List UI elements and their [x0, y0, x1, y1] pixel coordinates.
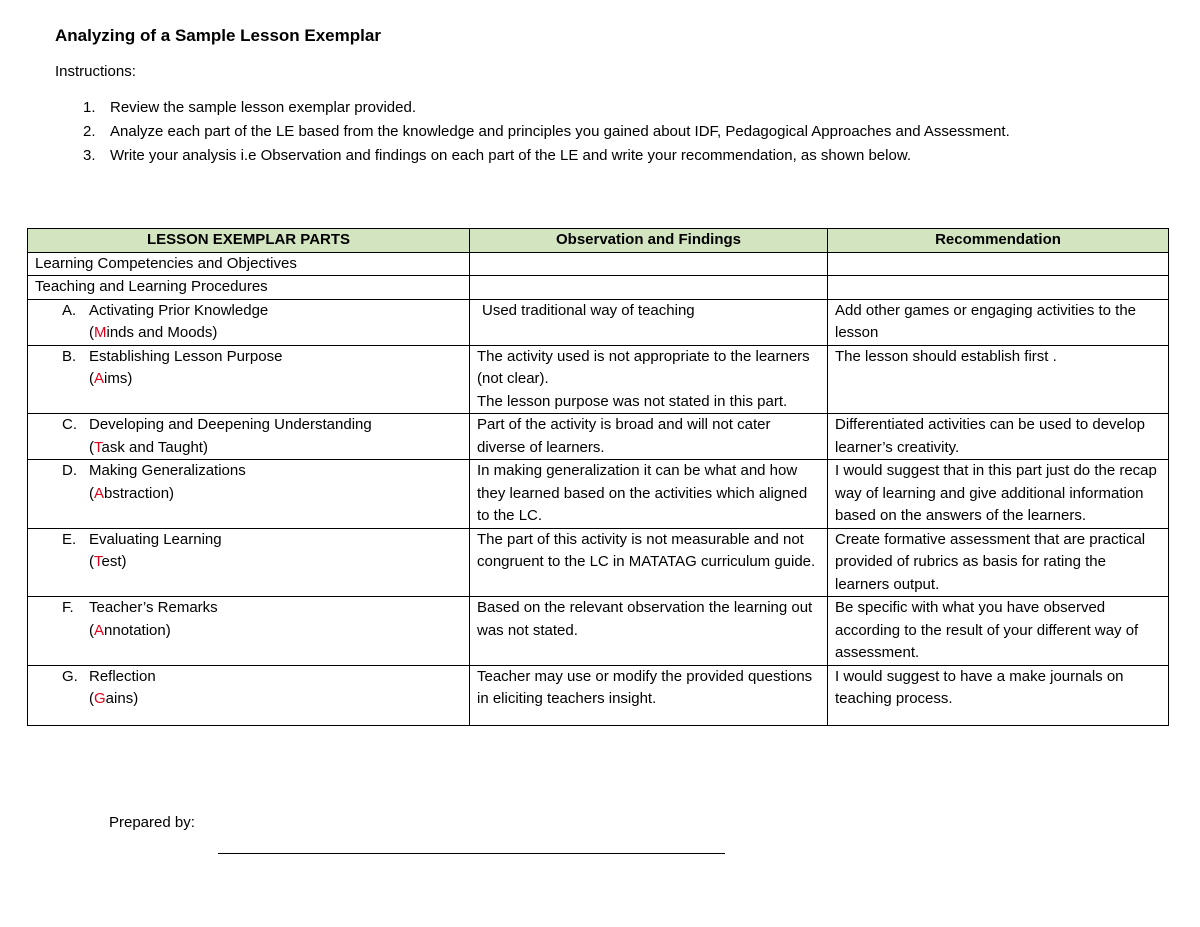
- observation-cell: Part of the activity is broad and will not cater diverse of learners.: [470, 414, 828, 460]
- observation-cell: The activity used is not appropriate to the learners (not clear). The lesson purpose was not stated in this part.: [470, 345, 828, 414]
- part-name: Teacher’s Remarks: [89, 599, 218, 616]
- instruction-step: 1. Review the sample lesson exemplar provided.: [83, 99, 416, 116]
- table-row: F. Teacher’s Remarks (Annotation) Based on the relevant observation the learning out was not stated. Be specific with what you have observed according to the result of your different way of assessment.: [28, 597, 1169, 666]
- signature-line: [218, 852, 725, 854]
- observation-cell: The part of this activity is not measurable and not congruent to the LC in MATATAG curriculum guide.: [470, 528, 828, 597]
- recommendation-cell: Add other games or engaging activities to the lesson: [828, 299, 1169, 345]
- part-name: Making Generalizations: [89, 462, 246, 479]
- header-parts: LESSON EXEMPLAR PARTS: [28, 229, 470, 253]
- table-row: [28, 276, 1169, 300]
- table-row: C. Developing and Deepening Understanding (Task and Taught) Part of the activity is broad and will not cater diverse of learners. Differentiated activities can be used to develop learner’s creativity.: [28, 414, 1169, 460]
- recommendation-cell: Create formative assessment that are practical provided of rubrics as basis for rating the learners output.: [828, 528, 1169, 597]
- header-observation: Observation and Findings: [470, 229, 828, 253]
- section-competencies: Learning Competencies and Objectives: [28, 252, 470, 276]
- observation-cell: Used traditional way of teaching: [470, 299, 828, 345]
- table-row: D. Making Generalizations (Abstraction) In making generalization it can be what and how they learned based on the activities which aligned to the LC. I would suggest that in this part just do the recap way of learning and give additional information based on the answers of the learners.: [28, 460, 1169, 529]
- table-row: B. Establishing Lesson Purpose (Aims) The activity used is not appropriate to the learners (not clear). The lesson purpose was not stated in this part. The lesson should establish first .: [28, 345, 1169, 414]
- recommendation-cell: I would suggest to have a make journals on teaching process.: [828, 665, 1169, 725]
- table-header-row: [28, 229, 1169, 253]
- lesson-exemplar-table: [27, 228, 1169, 726]
- recommendation-cell: Differentiated activities can be used to develop learner’s creativity.: [828, 414, 1169, 460]
- section-procedures: Teaching and Learning Procedures: [28, 276, 470, 300]
- recommendation-cell: Be specific with what you have observed according to the result of your different way of assessment.: [828, 597, 1169, 666]
- table-row: G. Reflection (Gains) Teacher may use or modify the provided questions in eliciting teachers insight. I would suggest to have a make journals on teaching process.: [28, 665, 1169, 725]
- observation-cell: In making generalization it can be what and how they learned based on the activities which aligned to the LC.: [470, 460, 828, 529]
- part-name: Establishing Lesson Purpose: [89, 347, 283, 365]
- part-name: Activating Prior Knowledge: [89, 301, 269, 319]
- recommendation-cell: The lesson should establish first .: [828, 345, 1169, 414]
- observation-cell: Teacher may use or modify the provided questions in eliciting teachers insight.: [470, 665, 828, 725]
- part-name: Reflection: [89, 667, 156, 685]
- observation-cell: Based on the relevant observation the learning out was not stated.: [470, 597, 828, 666]
- recommendation-cell: I would suggest that in this part just do the recap way of learning and give additional information based on the answers of the learners.: [828, 460, 1169, 529]
- instruction-step: 3. Write your analysis i.e Observation and findings on each part of the LE and write your recommendation, as shown below.: [83, 147, 911, 164]
- table-row: A. Activating Prior Knowledge (Minds and Moods) Used traditional way of teaching Add other games or engaging activities to the lesson: [28, 299, 1169, 345]
- part-name: Evaluating Learning: [89, 530, 222, 548]
- prepared-by-label: Prepared by:: [109, 814, 195, 831]
- instructions-label: Instructions:: [55, 63, 136, 80]
- document-title: Analyzing of a Sample Lesson Exemplar: [55, 26, 381, 45]
- table-row: E. Evaluating Learning (Test) The part of this activity is not measurable and not congruent to the LC in MATATAG curriculum guide. Create formative assessment that are practical provided of rubrics as basis for rating the learners output.: [28, 528, 1169, 597]
- header-recommendation: Recommendation: [828, 229, 1169, 253]
- part-name: Developing and Deepening Understanding: [89, 416, 372, 433]
- instruction-step: 2. Analyze each part of the LE based from the knowledge and principles you gained about IDF, Pedagogical Approaches and Assessment.: [83, 123, 1010, 140]
- instruction-steps: [55, 96, 1175, 168]
- table-row: [28, 252, 1169, 276]
